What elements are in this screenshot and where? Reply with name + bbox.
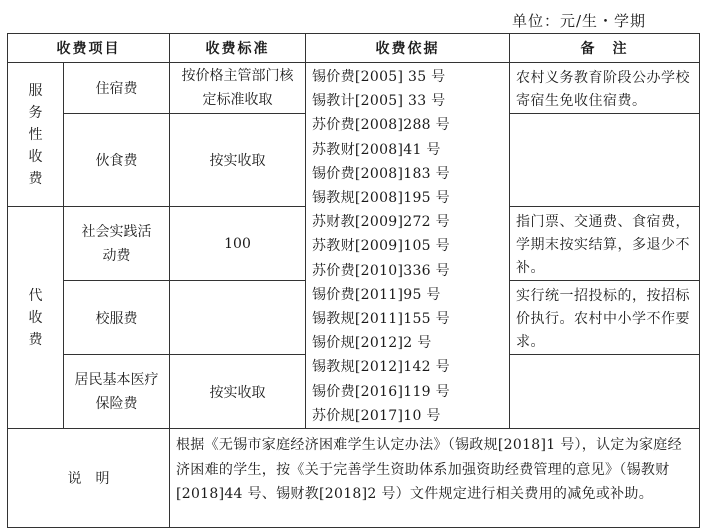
fee-table: [7, 33, 700, 528]
table-row: [8, 63, 700, 114]
item-remark: [510, 114, 700, 207]
item-name: 校服费: [64, 281, 170, 355]
header-row: [8, 34, 700, 63]
item-name: 居民基本医疗保险费: [64, 355, 170, 429]
item-name: 社会实践活动费: [64, 207, 170, 281]
item-name: 伙食费: [64, 114, 170, 207]
category-agency: 代 收 费: [8, 207, 64, 429]
item-standard: 100: [170, 207, 306, 281]
category-service: 服 务 性 收 费: [8, 63, 64, 207]
header-remark: 备 注: [510, 34, 700, 63]
header-standard: 收费标准: [170, 34, 306, 63]
header-item: 收费项目: [8, 34, 170, 63]
item-remark: [510, 355, 700, 429]
item-standard: 按实收取: [170, 355, 306, 429]
note-label: 说 明: [8, 429, 170, 528]
item-remark: 实行统一招投标的，按招标价执行。农村中小学不作要求。: [510, 281, 700, 355]
unit-label: 单位：元/生・学期: [511, 12, 646, 30]
item-standard: [170, 281, 306, 355]
item-standard: 按价格主管部门核定标准收取: [170, 63, 306, 114]
note-text: 根据《无锡市家庭经济困难学生认定办法》（锡政规[2018]1 号），认定为家庭经济困难的学生，按《关于完善学生资助体系加强资助经费管理的意见》（锡教财[2018]44 号、锡财教[2018]2 号）文件规定进行相关费用的减免或补助。: [170, 429, 700, 528]
item-standard: 按实收取: [170, 114, 306, 207]
item-name: 住宿费: [64, 63, 170, 114]
header-basis: 收费依据: [306, 34, 510, 63]
item-remark: 农村义务教育阶段公办学校寄宿生免收住宿费。: [510, 63, 700, 114]
item-remark: 指门票、交通费、食宿费，学期末按实结算，多退少不补。: [510, 207, 700, 281]
note-row: [8, 429, 700, 528]
basis-list: 锡价费[2005] 35 号 锡教计[2005] 33 号 苏价费[2008]288 号 苏教财[2008]41 号 锡价费[2008]183 号 锡教规[2008]195 号 苏财教[2009]272 号 苏教财[2009]105 号 苏价费[2010]336 号 锡价费[2011]95 号 锡教规[2011]155 号 锡价规[2012]2 号 锡教规[2012]142 号 锡价费[2016]119 号 苏价规[2017]10 号: [306, 63, 510, 429]
